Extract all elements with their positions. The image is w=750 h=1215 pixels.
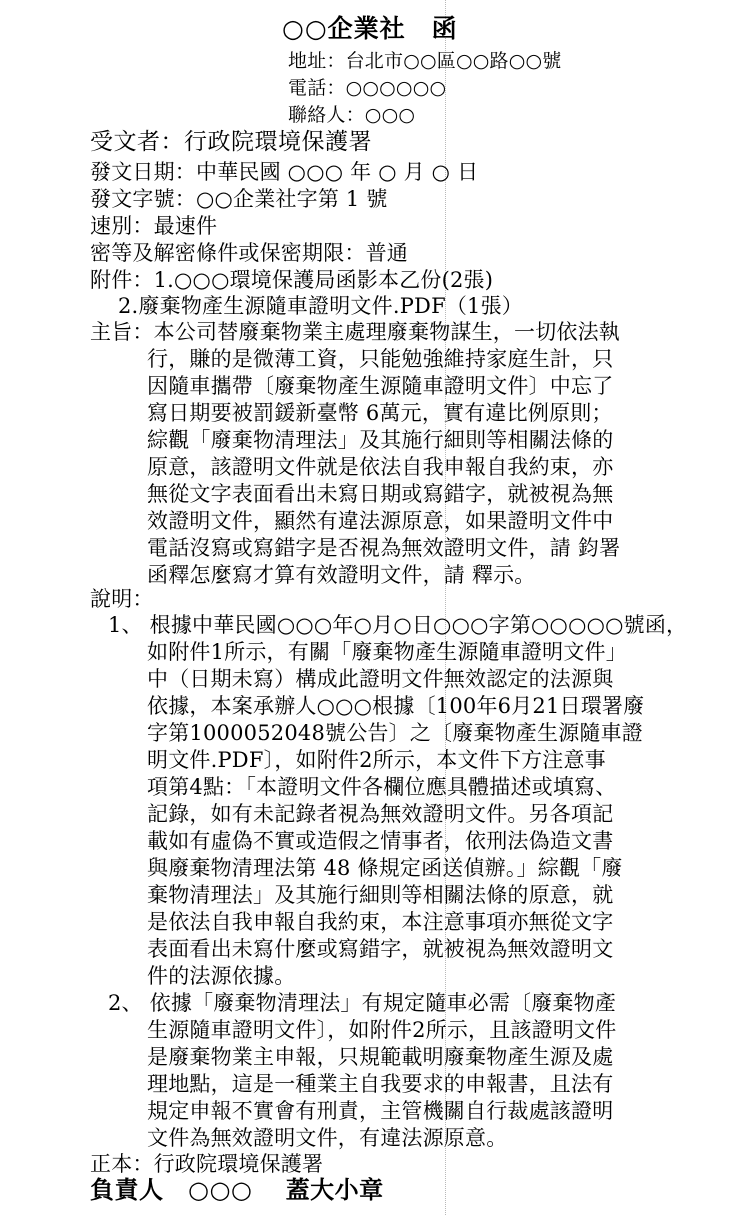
explanation-item-2-line: 是廢棄物業主申報，只規範載明廢棄物產生源及處 [147,1045,614,1069]
explanation-item-1-line: 載如有虛偽不實或造假之情事者，依刑法偽造文書 [147,829,614,853]
explanation-item-1-line: 1、 根據中華民國○○○年○月○日○○○字第○○○○○號函， [108,613,688,637]
subject-line: 主旨：本公司替廢棄物業主處理廢棄物謀生，一切依法執 [90,320,620,344]
attachment-2: 2.廢棄物產生源隨車證明文件.PDF（1張） [118,294,524,318]
explanation-item-2-line: 文件為無效證明文件，有違法源原意。 [147,1126,508,1150]
explanation-item-1-line: 記錄，如有未記錄者視為無效證明文件。另各項記 [147,802,614,826]
subject-line: 無從文字表面看出未寫日期或寫錯字，就被視為無 [147,482,614,506]
subject-line: 因隨車攜帶〔廢棄物產生源隨車證明文件〕中忘了 [147,374,614,398]
delivery-speed: 速別：最速件 [90,214,218,238]
explanation-item-2-line: 生源隨車證明文件〕，如附件2所示，且該證明文件 [147,1018,617,1042]
explanation-item-1-line: 字第1000052048號公告〕之〔廢棄物產生源隨車證 [147,721,644,745]
explanation-item-1-line: 明文件.PDF〕，如附件2所示，本文件下方注意事 [147,748,606,772]
subject-line: 效證明文件，顯然有違法源原意，如果證明文件中 [147,509,614,533]
subject-line: 原意，該證明文件就是依法自我申報自我約束，亦 [147,455,614,479]
recipient: 受文者：行政院環境保護署 [90,129,372,155]
sender-contact: 聯絡人：○○○ [288,104,416,126]
original-copy-recipient: 正本：行政院環境保護署 [90,1152,324,1176]
subject-line: 函釋怎麼寫才算有效證明文件，請 釋示。 [147,563,536,587]
explanation-item-1-line: 依據，本案承辦人○○○根據〔100年6月21日環署廢 [147,694,645,718]
explanation-item-1-line: 如附件1所示，有關「廢棄物產生源隨車證明文件」 [147,640,627,664]
explanation-item-1-line: 是依法自我申報自我約束，本注意事項亦無從文字 [147,910,614,934]
subject-line: 電話沒寫或寫錯字是否視為無效證明文件，請 鈞署 [147,536,621,560]
explanation-item-1-line: 表面看出未寫什麼或寫錯字，就被視為無效證明文 [147,937,614,961]
explanation-item-1-line: 件的法源依據。 [147,964,296,988]
explanation-item-1-line: 項第4點：「本證明文件各欄位應具體描述或填寫、 [147,775,617,799]
letter-title: ○○企業社 函 [282,14,458,43]
explanation-item-2-line: 理地點，這是一種業主自我要求的申報書，且法有 [147,1072,614,1096]
subject-line: 寫日期要被罰鍰新臺幣 6萬元，實有違比例原則； [147,401,613,425]
issue-date: 發文日期：中華民國 ○○○ 年 ○ 月 ○ 日 [90,160,479,184]
explanation-item-1-line: 棄物清理法」及其施行細則等相關法條的原意，就 [147,883,614,907]
explanation-item-1-line: 與廢棄物清理法第 48 條規定函送偵辦。」綜觀「廢 [147,856,623,880]
explanation-item-2-line: 2、 依據「廢棄物清理法」有規定隨車必需〔廢棄物產 [108,991,617,1015]
sender-phone: 電話：○○○○○○ [288,77,447,99]
explanation-item-2-line: 規定申報不實會有刑責，主管機關自行裁處該證明 [147,1099,614,1123]
reference-number: 發文字號：○○企業社字第 1 號 [90,187,388,211]
explanation-label: 說明： [90,587,154,611]
attachment-1: 附件：1.○○○環境保護局函影本乙份(2張) [90,268,494,292]
explanation-item-1-line: 中（日期未寫）構成此證明文件無效認定的法源與 [147,667,614,691]
subject-line: 綜觀「廢棄物清理法」及其施行細則等相關法條的 [147,428,614,452]
sender-address: 地址：台北市○○區○○路○○號 [288,50,562,72]
subject-line: 行，賺的是微薄工資，只能勉強維持家庭生計，只 [147,347,614,371]
secrecy-level: 密等及解密條件或保密期限：普通 [90,241,408,265]
signature-line: 負責人 ○○○ 蓋大小章 [90,1175,384,1204]
